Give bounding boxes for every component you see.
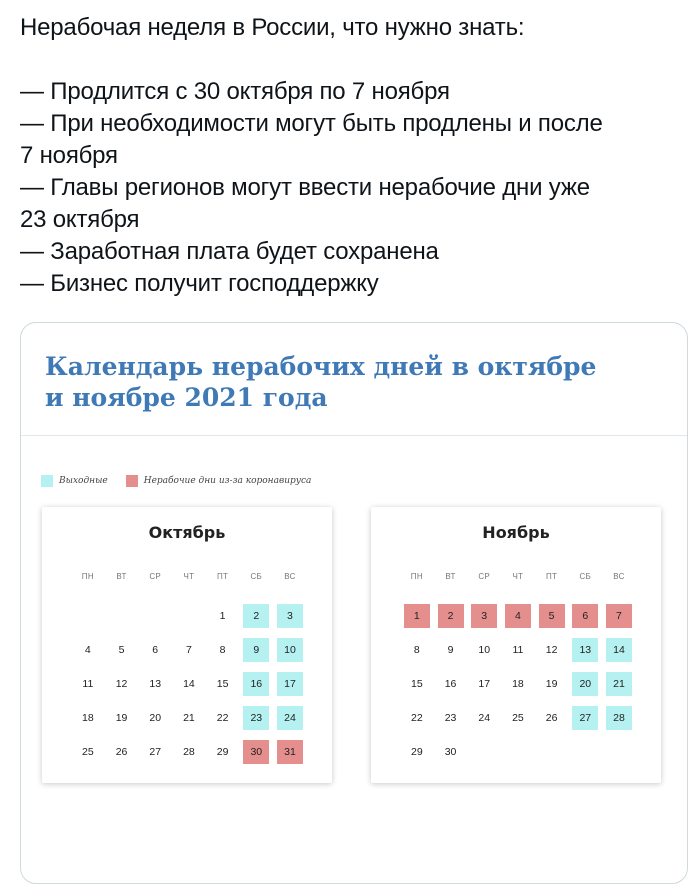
calendar-day <box>535 633 569 667</box>
weekday-label: СБ <box>579 571 592 581</box>
calendar-title <box>45 351 645 413</box>
calendar-day-number: 28 <box>183 746 195 758</box>
calendar-day <box>138 667 172 701</box>
weekday-label: СР <box>478 571 491 581</box>
calendar-day-number: 7 <box>185 644 192 656</box>
tweet-line: 23 октября <box>20 206 140 233</box>
calendar-day-number: 24 <box>277 706 303 730</box>
weekday-label: ВТ <box>445 571 456 581</box>
tweet-line: — Продлится с 30 октября по 7 ноября <box>20 78 450 105</box>
calendar-day <box>239 735 273 769</box>
calendar-day-number: 5 <box>539 604 565 628</box>
calendar-day-number: 19 <box>115 712 128 724</box>
calendar-day <box>105 633 139 667</box>
calendar-day-number: 23 <box>444 712 457 724</box>
calendar-day-number: 3 <box>471 604 497 628</box>
calendar-day-number: 6 <box>572 604 598 628</box>
calendar-day <box>434 599 468 633</box>
calendar-day-number: 27 <box>572 706 598 730</box>
calendar-day-number: 21 <box>606 672 632 696</box>
weekday-label: ПН <box>81 571 94 581</box>
calendar-day-number: 1 <box>404 604 430 628</box>
calendar-day <box>434 667 468 701</box>
calendar-day <box>105 735 139 769</box>
calendar-day <box>434 735 468 769</box>
calendar-day-number: 16 <box>444 678 457 690</box>
tweet-text <box>20 12 690 300</box>
calendar-day-number: 14 <box>606 638 632 662</box>
calendar-day-number: 14 <box>183 678 195 690</box>
calendar-day-number: 24 <box>478 712 491 724</box>
tweet-line-blank <box>20 44 690 76</box>
calendar-day <box>206 633 240 667</box>
weekday-label: ВС <box>613 571 625 581</box>
calendar-day-number: 22 <box>411 712 423 724</box>
calendar-day-number: 7 <box>606 604 632 628</box>
legend-nonwork <box>126 475 312 487</box>
calendar-day <box>273 701 307 735</box>
calendar-day-number: 11 <box>512 644 524 656</box>
media-card[interactable] <box>20 322 688 884</box>
calendar-day-number: 4 <box>84 644 91 656</box>
calendar-day-number: 17 <box>277 672 303 696</box>
calendar-day <box>273 735 307 769</box>
calendar-day-number: 15 <box>411 678 423 690</box>
calendar-day <box>535 599 569 633</box>
calendar-day-number: 19 <box>545 678 558 690</box>
calendar-day <box>273 667 307 701</box>
calendar-day <box>434 633 468 667</box>
calendar-day <box>602 701 636 735</box>
calendar-day-number: 2 <box>243 604 269 628</box>
calendar-day <box>400 735 434 769</box>
calendar-day-number: 12 <box>545 644 558 656</box>
month-october <box>42 507 332 783</box>
calendar-day <box>206 667 240 701</box>
calendar-day <box>172 735 206 769</box>
calendar-day <box>105 667 139 701</box>
calendar-day <box>138 701 172 735</box>
calendar-day-number: 26 <box>115 746 128 758</box>
month-november <box>371 507 661 783</box>
legend-weekend <box>41 475 108 487</box>
calendar-day <box>239 667 273 701</box>
calendar-day-number: 22 <box>216 712 229 724</box>
weekday-label: СР <box>149 571 162 581</box>
calendar-day <box>172 667 206 701</box>
calendar-empty-cell <box>71 599 105 633</box>
calendar-day <box>71 701 105 735</box>
calendar-day <box>568 599 602 633</box>
tweet-line: Нерабочая неделя в России, что нужно знать: <box>20 14 525 41</box>
calendar-day <box>206 735 240 769</box>
weekday-label: ВТ <box>116 571 127 581</box>
calendar-day <box>501 701 535 735</box>
calendar-day-number: 8 <box>219 644 226 656</box>
calendar-day-number: 1 <box>219 610 226 622</box>
calendar-day-number: 30 <box>243 740 269 764</box>
calendar-day <box>501 633 535 667</box>
calendar-day <box>568 701 602 735</box>
calendar-day <box>105 701 139 735</box>
calendar-day-number: 20 <box>149 712 162 724</box>
weekday-label: СБ <box>250 571 263 581</box>
tweet-line: — При необходимости могут быть продлены и после <box>20 110 603 137</box>
calendar-day-number: 26 <box>545 712 558 724</box>
calendar-empty-cell <box>105 599 139 633</box>
calendar-day <box>400 633 434 667</box>
calendar-day-number: 10 <box>478 644 491 656</box>
calendar-title-line1: Календарь нерабочих дней в октябре <box>45 352 597 381</box>
calendar-day <box>71 633 105 667</box>
calendar-day-number: 25 <box>82 746 94 758</box>
legend-weekend-swatch <box>41 475 53 487</box>
calendar-day-number: 27 <box>149 746 162 758</box>
calendar-day-number: 13 <box>149 678 162 690</box>
month-title: Октябрь <box>148 523 226 542</box>
calendar-day <box>273 633 307 667</box>
calendar-day-number: 16 <box>243 672 269 696</box>
calendar-day <box>535 667 569 701</box>
calendar-day <box>172 633 206 667</box>
calendar-day-number: 2 <box>438 604 464 628</box>
weekday-label: ПТ <box>216 571 229 581</box>
weekday-label: ЧТ <box>183 571 195 581</box>
calendar-day-number: 4 <box>505 604 531 628</box>
legend <box>41 473 329 489</box>
calendar-day-number: 20 <box>572 672 598 696</box>
calendar-day <box>467 599 501 633</box>
calendar-day-number: 21 <box>183 712 195 724</box>
weekday-label: ПН <box>410 571 423 581</box>
calendar-day <box>467 667 501 701</box>
calendar-day-number: 23 <box>243 706 269 730</box>
calendar-day <box>206 701 240 735</box>
calendar-day <box>138 735 172 769</box>
calendar-day-number: 15 <box>216 678 229 690</box>
legend-nonwork-swatch <box>126 475 138 487</box>
weekday-label: ВС <box>284 571 296 581</box>
calendar-day <box>501 667 535 701</box>
calendar-day-number: 9 <box>447 644 454 656</box>
calendar-day-number: 18 <box>512 678 524 690</box>
legend-nonwork-label: Нерабочие дни из-за коронавируса <box>143 476 312 486</box>
calendar-day <box>467 701 501 735</box>
calendar-day-number: 3 <box>277 604 303 628</box>
calendar-day <box>602 599 636 633</box>
calendar-day <box>400 667 434 701</box>
calendar-day-number: 11 <box>82 678 94 690</box>
calendar-day-number: 5 <box>118 644 125 656</box>
legend-weekend-label: Выходные <box>59 476 108 486</box>
calendar-day <box>535 701 569 735</box>
calendar-day <box>434 701 468 735</box>
calendar-day <box>239 701 273 735</box>
card-divider <box>21 435 687 436</box>
calendar-day <box>400 701 434 735</box>
calendar-day <box>239 599 273 633</box>
calendar-day-number: 12 <box>115 678 128 690</box>
calendar-title-line2: и ноябре 2021 года <box>45 383 328 412</box>
calendar-day <box>71 667 105 701</box>
calendar-day <box>501 599 535 633</box>
calendar-day-number: 8 <box>413 644 420 656</box>
calendar-day <box>467 633 501 667</box>
month-grid <box>400 565 636 769</box>
month-grid <box>71 565 307 769</box>
calendar-day <box>602 633 636 667</box>
calendar-empty-cell <box>138 599 172 633</box>
calendar-empty-cell <box>172 599 206 633</box>
tweet-line: — Бизнес получит господдержку <box>20 270 379 297</box>
calendar-day-number: 31 <box>277 740 303 764</box>
calendar-day <box>400 599 434 633</box>
month-title: Ноябрь <box>482 523 550 542</box>
calendar-day <box>239 633 273 667</box>
calendar-day <box>172 701 206 735</box>
calendar-day <box>206 599 240 633</box>
calendar-day-number: 17 <box>478 678 491 690</box>
calendar-day <box>138 633 172 667</box>
calendar-day-number: 29 <box>216 746 229 758</box>
calendar-day-number: 25 <box>512 712 524 724</box>
calendar-day <box>602 667 636 701</box>
calendar-day-number: 18 <box>82 712 94 724</box>
calendar-day <box>273 599 307 633</box>
calendar-day-number: 6 <box>152 644 159 656</box>
calendar-day <box>568 633 602 667</box>
tweet-line: — Главы регионов могут ввести нерабочие дни уже <box>20 174 590 201</box>
weekday-label: ПТ <box>545 571 558 581</box>
calendar-day-number: 13 <box>572 638 598 662</box>
calendar-day-number: 29 <box>411 746 423 758</box>
calendar-day-number: 9 <box>243 638 269 662</box>
tweet-line: — Заработная плата будет сохранена <box>20 238 439 265</box>
tweet-line: 7 ноября <box>20 142 118 169</box>
calendar-day <box>71 735 105 769</box>
calendar-day-number: 10 <box>277 638 303 662</box>
calendar-day-number: 30 <box>444 746 457 758</box>
weekday-label: ЧТ <box>512 571 524 581</box>
calendar-day-number: 28 <box>606 706 632 730</box>
calendar-day <box>568 667 602 701</box>
